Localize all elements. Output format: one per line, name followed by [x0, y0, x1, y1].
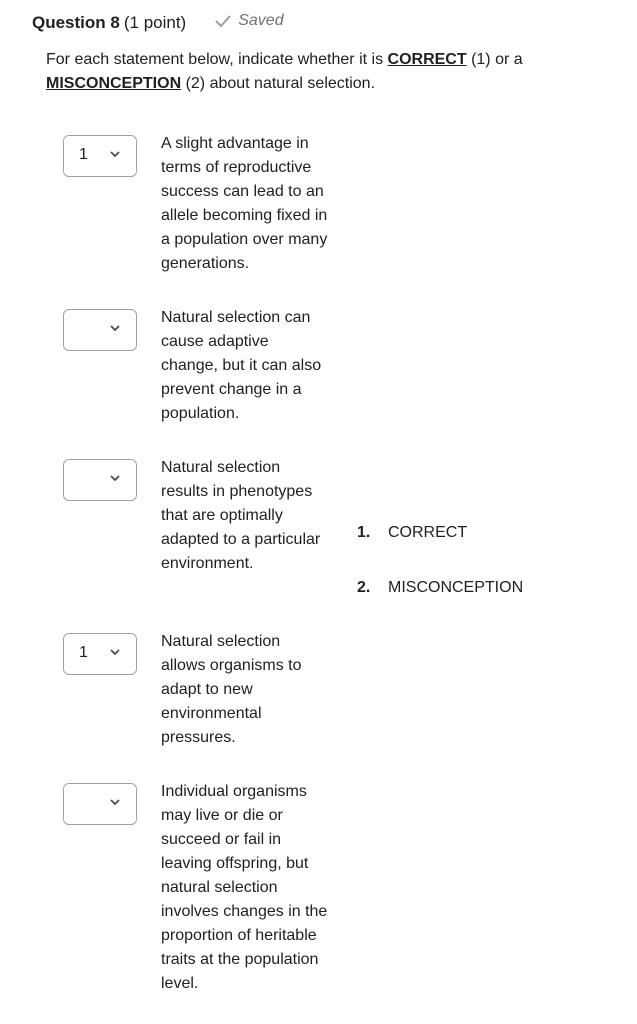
answer-dropdown-1[interactable]: [63, 135, 137, 177]
matching-item-3: [63, 459, 329, 576]
question-points: (1 point): [123, 13, 187, 32]
matching-item-5: [63, 783, 329, 996]
statement-text: Natural selection results in phenotypes that are optimally adapted to a particular environment.: [161, 459, 321, 572]
instructions-mid: (1) or a: [466, 51, 523, 68]
statement-text: Individual organisms may live or die or succeed or fail in leaving offspring, but natural selection involves changes in the proportion of heritable traits at the population level.: [161, 783, 328, 992]
choice-list: [357, 524, 523, 603]
instructions-keyword-correct: CORRECT: [387, 51, 467, 68]
chevron-down-icon: [110, 648, 120, 656]
instructions-pre: For each statement below, indicate whether it is: [46, 51, 388, 68]
instructions-keyword-misconception: MISCONCEPTION: [46, 75, 182, 92]
instructions-post: (2) about natural selection.: [181, 75, 376, 92]
question-instructions: [46, 48, 586, 96]
statement-text: A slight advantage in terms of reproductive success can lead to an allele becoming fixed in a population over many generations.: [161, 135, 328, 272]
matching-item-2: [63, 309, 329, 426]
dropdown-value: 1: [79, 644, 88, 661]
answer-dropdown-2[interactable]: [63, 309, 137, 351]
answer-dropdown-3[interactable]: [63, 459, 137, 501]
matching-item-1: [63, 135, 329, 276]
answer-dropdown-4[interactable]: [63, 633, 137, 675]
chevron-down-icon: [110, 474, 120, 482]
chevron-down-icon: [110, 150, 120, 158]
matching-item-4: [63, 633, 329, 750]
question-header: [32, 12, 284, 33]
saved-label: Saved: [238, 12, 284, 29]
checkmark-icon: [214, 14, 232, 28]
chevron-down-icon: [110, 324, 120, 332]
statement-text: Natural selection can cause adaptive change, but it can also prevent change in a population.: [161, 309, 322, 422]
dropdown-value: 1: [79, 146, 88, 163]
choice-number: 2.: [357, 579, 371, 596]
choice-item: [357, 524, 523, 548]
saved-status: [214, 12, 283, 30]
question-number: Question 8: [32, 13, 120, 32]
chevron-down-icon: [110, 798, 120, 806]
choice-number: 1.: [357, 524, 371, 541]
answer-dropdown-5[interactable]: [63, 783, 137, 825]
choice-label: CORRECT: [388, 524, 468, 541]
choice-item: [357, 579, 523, 603]
statement-text: Natural selection allows organisms to adapt to new environmental pressures.: [161, 633, 302, 746]
choice-label: MISCONCEPTION: [388, 579, 524, 596]
